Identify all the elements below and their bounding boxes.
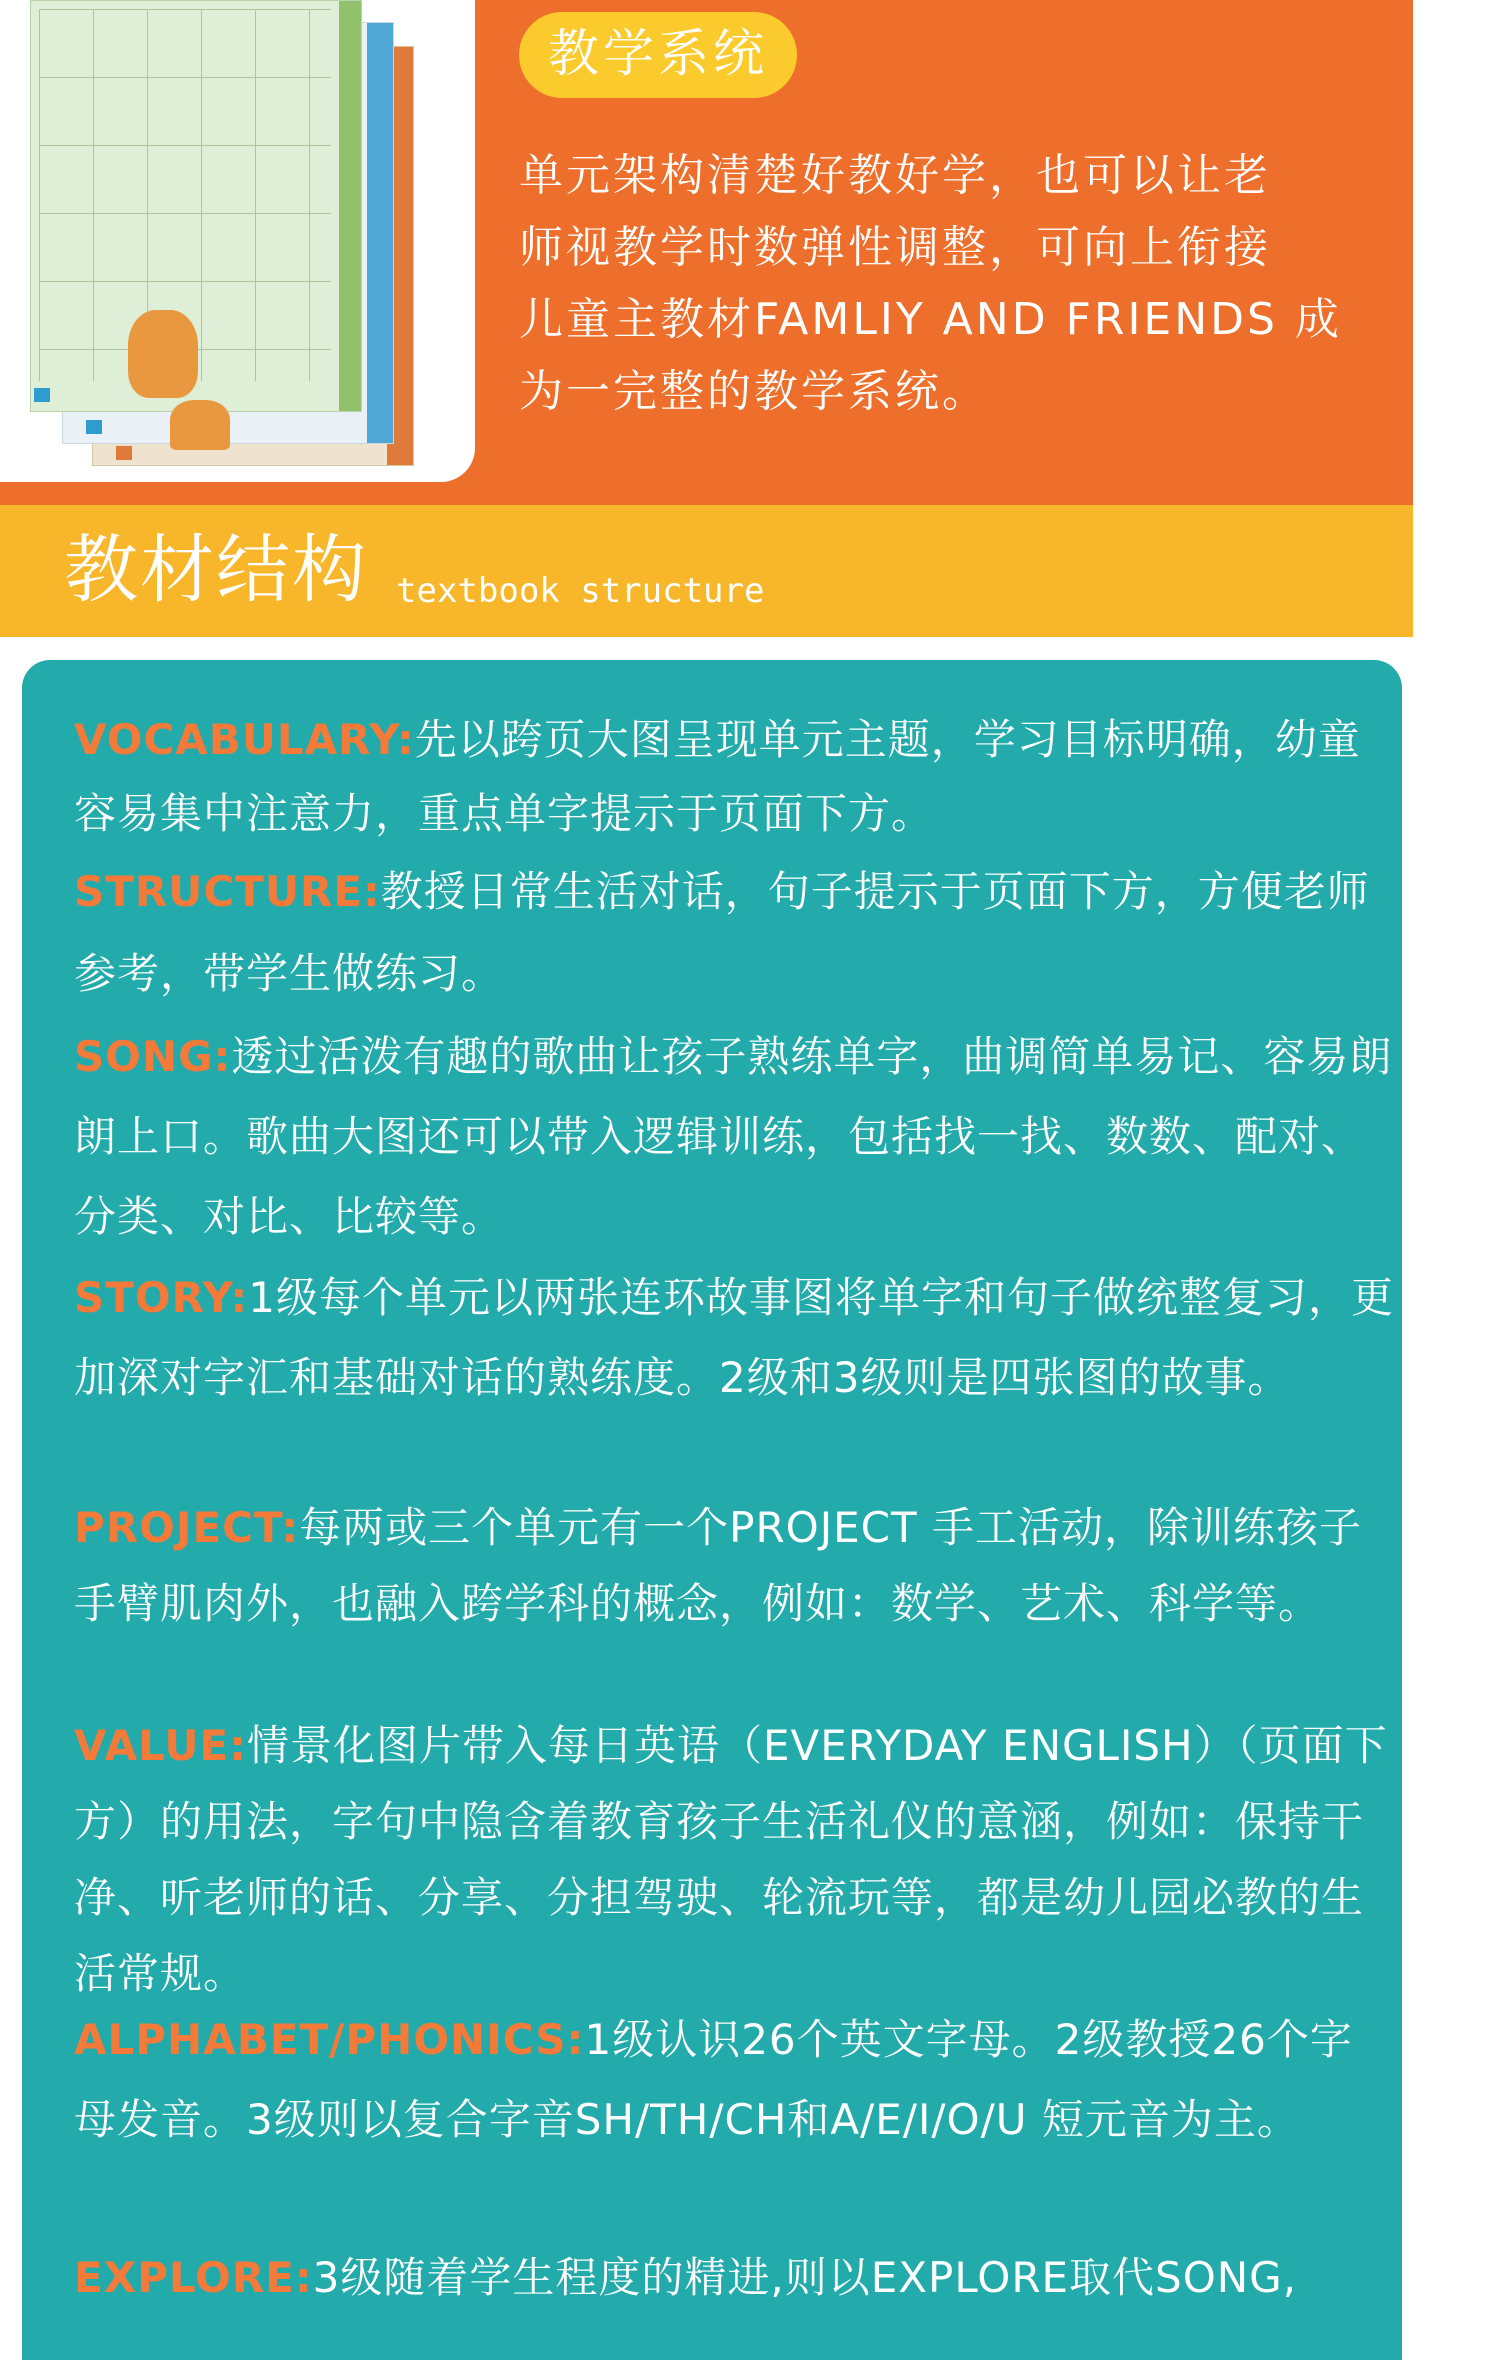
- item-key: SONG:: [74, 1032, 232, 1081]
- item-project: [74, 1490, 1394, 1642]
- teaching-system-description: [519, 140, 1399, 428]
- item-text: 教授日常生活对话，句子提示于页面下方，方便老师参考，带学生做练习。: [74, 867, 1370, 998]
- item-key: STRUCTURE:: [74, 867, 381, 916]
- item-alphabet-phonics: [74, 2000, 1394, 2160]
- item-song: [74, 1017, 1394, 1257]
- item-value: [74, 1708, 1394, 2012]
- item-key: VALUE:: [74, 1721, 248, 1770]
- item-text: 3级随着学生程度的精进,则以EXPLORE取代SONG,: [312, 2253, 1298, 2302]
- description-line: 师视教学时数弹性调整，可向上衔接: [519, 222, 1271, 273]
- cat-illustration: [128, 310, 198, 398]
- item-key: PROJECT:: [74, 1503, 300, 1552]
- item-key: ALPHABET/PHONICS:: [74, 2015, 585, 2064]
- item-story: [74, 1258, 1394, 1418]
- section-title: 教材结构: [64, 527, 368, 613]
- item-structure: [74, 851, 1394, 1015]
- item-vocabulary: [74, 703, 1394, 851]
- item-explore: [74, 2238, 1394, 2318]
- item-text: 每两或三个单元有一个PROJECT 手工活动，除训练孩子手臂肌肉外，也融入跨学科的概念，例如：数学、艺术、科学等。: [74, 1503, 1362, 1628]
- cat-illustration-2: [170, 400, 230, 450]
- textbook-preview-image: [0, 0, 475, 482]
- page-number-marker: [34, 388, 50, 402]
- page-number-marker: [116, 446, 132, 460]
- page-number-marker: [86, 420, 102, 434]
- item-text: 1级每个单元以两张连环故事图将单字和句子做统整复习，更加深对字汇和基础对话的熟练度。2级和3级则是四张图的故事。: [74, 1273, 1394, 1402]
- item-text: 透过活泼有趣的歌曲让孩子熟练单字，曲调简单易记、容易朗朗上口。歌曲大图还可以带入逻辑训练，包括找一找、数数、配对、分类、对比、比较等。: [74, 1032, 1393, 1241]
- description-line: 儿童主教材FAMLIY AND FRIENDS 成: [519, 294, 1342, 345]
- teaching-system-badge: 教学系统: [519, 12, 797, 98]
- item-text: 1级认识26个英文字母。2级教授26个字母发音。3级则以复合字音SH/TH/CH和A/E/I/O/U 短元音为主。: [74, 2015, 1353, 2144]
- item-text: 先以跨页大图呈现单元主题，学习目标明确，幼童容易集中注意力，重点单字提示于页面下方。: [74, 715, 1361, 838]
- item-key: STORY:: [74, 1273, 249, 1322]
- section-subtitle: textbook structure: [396, 571, 765, 611]
- description-line: 单元架构清楚好教好学，也可以让老: [519, 150, 1271, 201]
- description-line: 为一完整的教学系统。: [519, 366, 989, 417]
- item-text: 情景化图片带入每日英语（EVERYDAY ENGLISH）（页面下方）的用法，字句中隐含着教育孩子生活礼仪的意涵，例如：保持干净、听老师的话、分享、分担驾驶、轮流玩等，都是幼儿园必教的生活常规。: [74, 1721, 1388, 1998]
- item-key: EXPLORE:: [74, 2253, 313, 2302]
- item-key: VOCABULARY:: [74, 715, 415, 764]
